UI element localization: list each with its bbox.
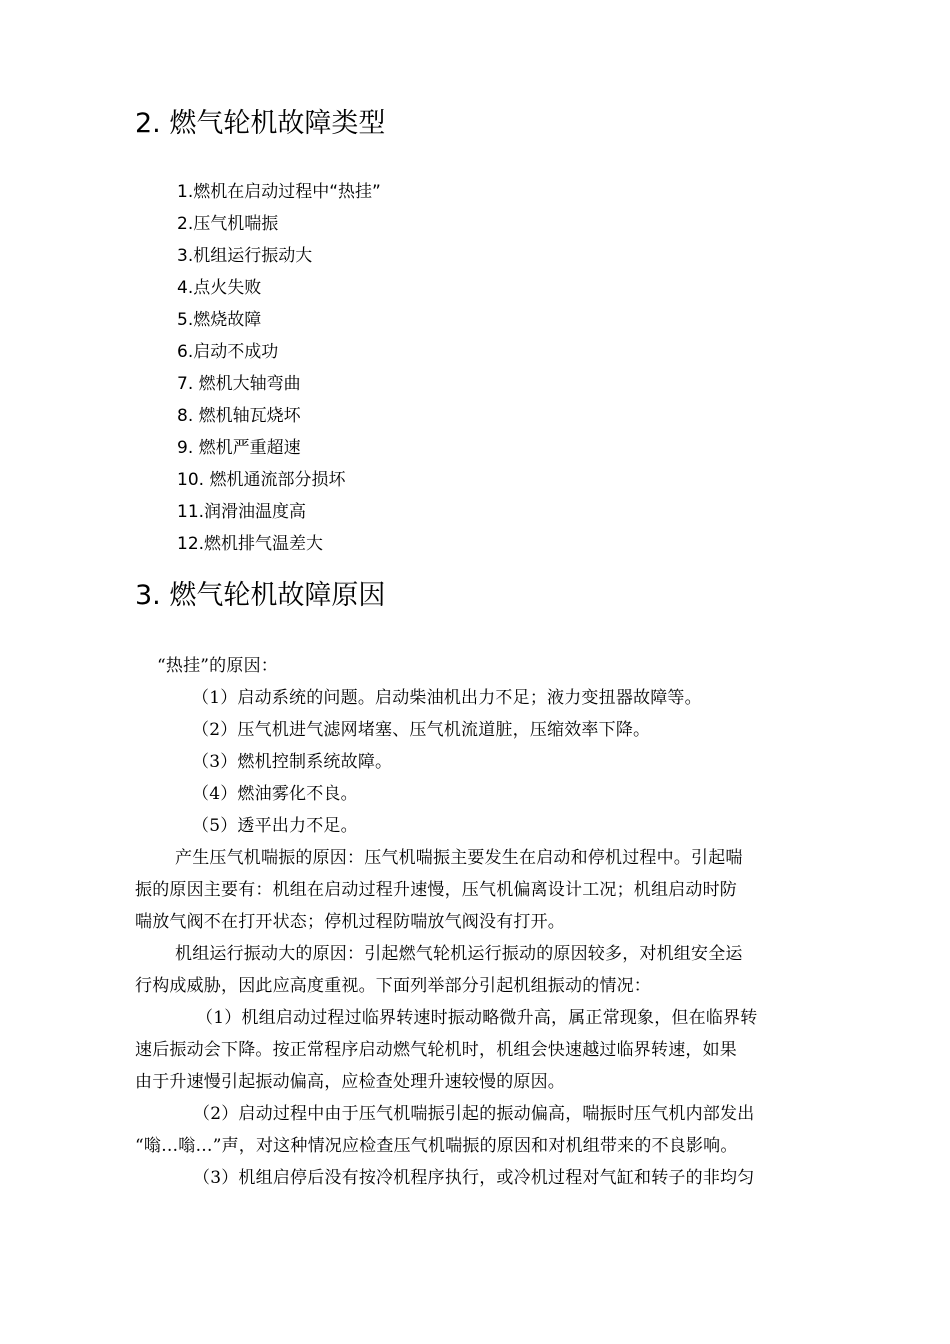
list-item: 12.燃机排气温差大	[177, 534, 324, 554]
list-item: 6.启动不成功	[177, 342, 279, 362]
list-item: 3.机组运行振动大	[177, 246, 313, 266]
vibration-item-line: “嗡…嗡…”声，对这种情况应检查压气机喘振的原因和对机组带来的不良影响。	[135, 1136, 738, 1156]
hot-hang-item: （4）燃油雾化不良。	[192, 784, 358, 804]
list-item: 8. 燃机轴瓦烧坏	[177, 406, 301, 426]
surge-paragraph-line: 振的原因主要有：机组在启动过程升速慢，压气机偏离设计工况；机组启动时防	[135, 880, 737, 900]
hot-hang-label: “热挂”的原因：	[157, 656, 278, 676]
list-item: 1.燃机在启动过程中“热挂”	[177, 182, 381, 202]
hot-hang-item: （1）启动系统的问题。启动柴油机出力不足；液力变扭器故障等。	[192, 688, 702, 708]
vibration-item-line: （2）启动过程中由于压气机喘振引起的振动偏高，喘振时压气机内部发出	[193, 1104, 755, 1124]
list-item: 2.压气机喘振	[177, 214, 279, 234]
list-item: 11.润滑油温度高	[177, 502, 307, 522]
hot-hang-item: （5）透平出力不足。	[192, 816, 358, 836]
surge-paragraph-line: 产生压气机喘振的原因：压气机喘振主要发生在启动和停机过程中。引起喘	[175, 848, 743, 868]
vibration-item-line: （1）机组启动过程过临界转速时振动略微升高，属正常现象，但在临界转	[196, 1008, 758, 1028]
vibration-item-line: 速后振动会下降。按正常程序启动燃气轮机时，机组会快速越过临界转速，如果	[135, 1040, 737, 1060]
list-item: 5.燃烧故障	[177, 310, 262, 330]
list-item: 7. 燃机大轴弯曲	[177, 374, 301, 394]
section-2-heading: 2. 燃气轮机故障类型	[135, 108, 386, 139]
vibration-paragraph-line: 行构成威胁，因此应高度重视。下面列举部分引起机组振动的情况：	[135, 976, 651, 996]
list-item: 9. 燃机严重超速	[177, 438, 301, 458]
section-3-heading: 3. 燃气轮机故障原因	[135, 580, 386, 611]
surge-paragraph-line: 喘放气阀不在打开状态；停机过程防喘放气阀没有打开。	[135, 912, 565, 932]
vibration-item-line: （3）机组启停后没有按冷机程序执行，或冷机过程对气缸和转子的非均匀	[193, 1168, 755, 1188]
fault-cause-body	[135, 650, 825, 1194]
fault-type-list	[177, 176, 381, 560]
list-item: 4.点火失败	[177, 278, 262, 298]
hot-hang-item: （3）燃机控制系统故障。	[192, 752, 393, 772]
hot-hang-item: （2）压气机进气滤网堵塞、压气机流道脏，压缩效率下降。	[192, 720, 651, 740]
list-item: 10. 燃机通流部分损坏	[177, 470, 346, 490]
vibration-item-line: 由于升速慢引起振动偏高，应检查处理升速较慢的原因。	[135, 1072, 565, 1092]
vibration-paragraph-line: 机组运行振动大的原因：引起燃气轮机运行振动的原因较多，对机组安全运	[175, 944, 743, 964]
